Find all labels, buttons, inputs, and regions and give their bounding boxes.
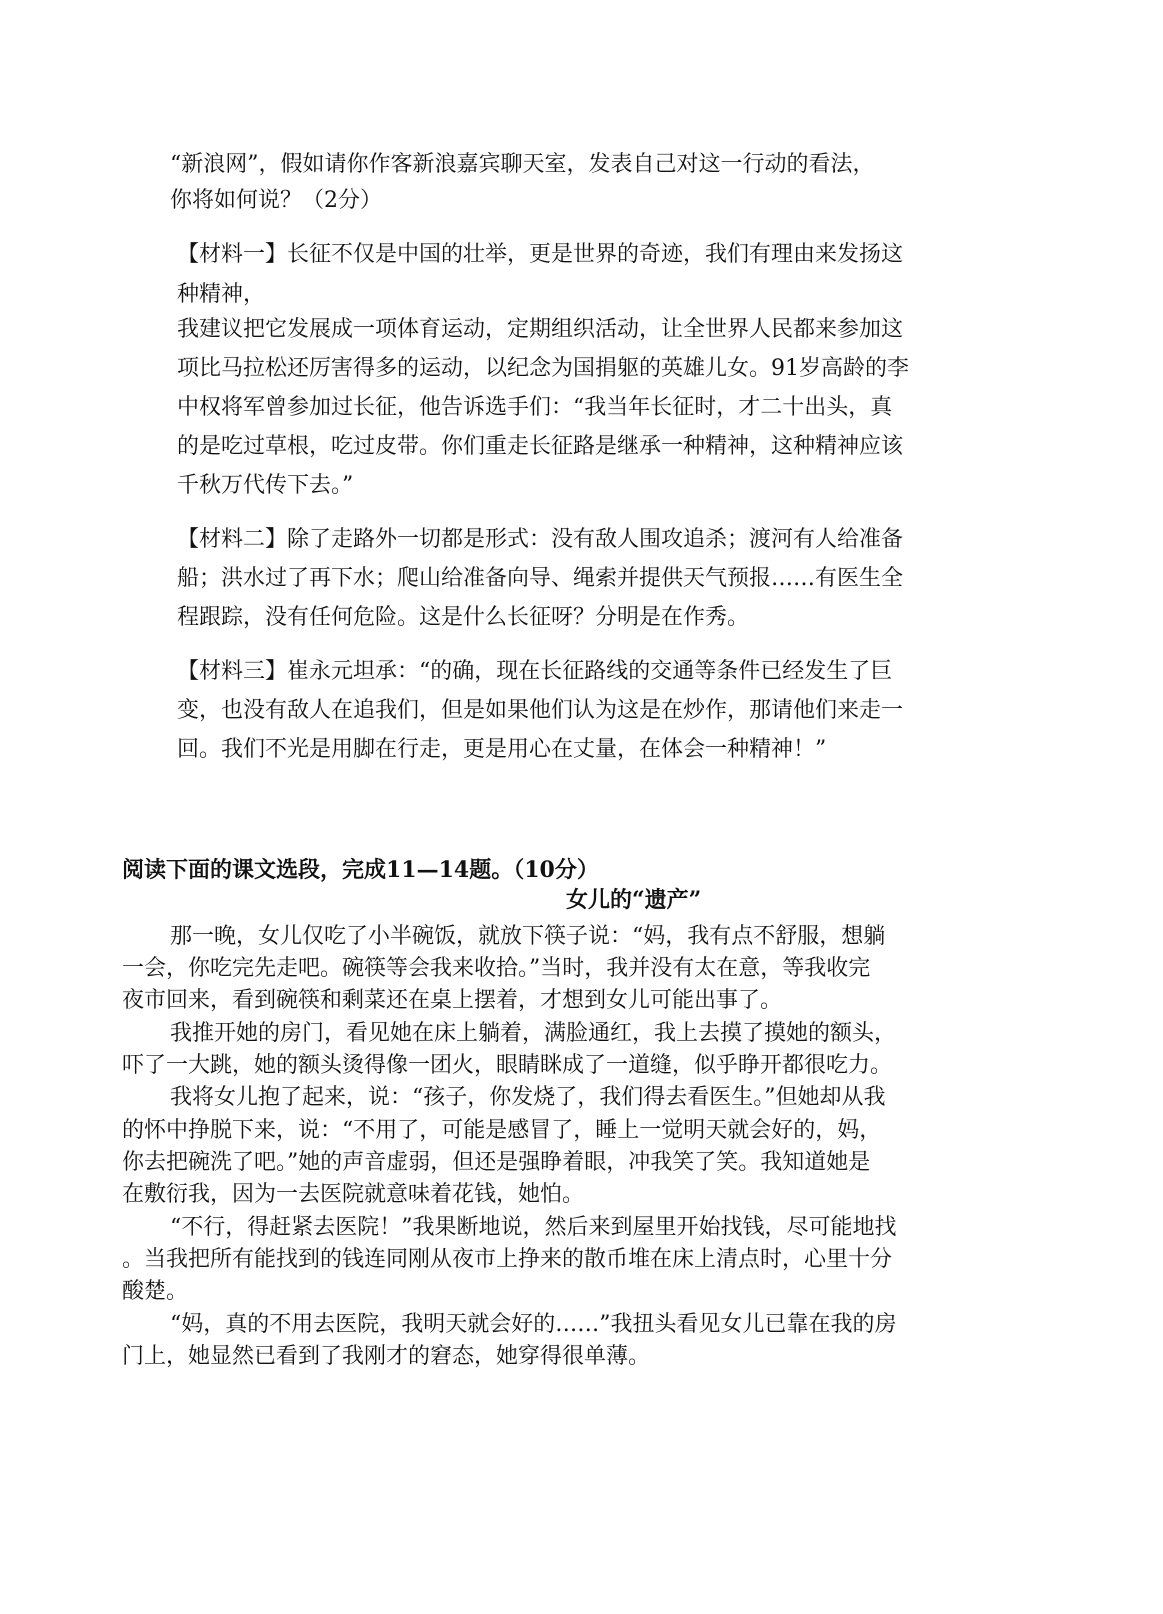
paragraph-line: 我推开她的房门，看见她在床上躺着，满脸通红，我上去摸了摸她的额头， [170,1021,897,1046]
material-two-line: 船；洪水过了再下水；爬山给准备向导、绳索并提供天气预报……有医生全 [177,566,904,591]
paragraph-line: 我将女儿抱了起来，说：“孩子，你发烧了，我们得去看医生。”但她却从我 [170,1085,886,1110]
material-one-line: 千秋万代传下去。” [177,473,354,498]
material-one-line: 【材料一】长征不仅是中国的壮举，更是世界的奇迹，我们有理由来发扬这 [177,242,904,267]
paragraph-line: 吓了一大跳，她的额头烫得像一团火，眼睛眯成了一道缝，似乎睁开都很吃力。 [122,1053,893,1078]
paragraph-line: 在敷衍我，因为一去医院就意味着花钱，她怕。 [122,1182,585,1207]
material-one-line: 中权将军曾参加过长征，他告诉选手们：“我当年长征时，才二十出头，真 [177,395,893,420]
material-three-line: 回。我们不光是用脚在行走，更是用心在丈量，在体会一种精神！” [177,737,827,762]
material-three-line: 变，也没有敌人在追我们，但是如果他们认为这是在炒作，那请他们来走一 [177,698,904,723]
reading-title: 女儿的“遗产” [566,887,702,913]
paragraph-line: 那一晚，女儿仅吃了小半碗饭，就放下筷子说：“妈，我有点不舒服，想躺 [170,924,886,949]
paragraph-line: “妈，真的不用去医院，我明天就会好的……”我扭头看见女儿已靠在我的房 [170,1312,897,1337]
material-one-line: 我建议把它发展成一项体育运动，定期组织活动，让全世界人民都来参加这 [177,317,904,342]
paragraph-line: 的怀中挣脱下来，说：“不用了，可能是感冒了，睡上一觉明天就会好的，妈， [122,1118,882,1143]
material-three-line: 【材料三】崔永元坦承：“的确，现在长征路线的交通等条件已经发生了巨 [177,659,893,684]
paragraph-line: 夜市回来，看到碗筷和剩菜还在桌上摆着，才想到女儿可能出事了。 [122,988,783,1013]
paragraph-line: 一会，你吃完先走吧。碗筷等会我来收拾。”当时，我并没有太在意，等我收完 [122,956,871,981]
material-two-line: 程跟踪，没有任何危险。这是什么长征呀？分明是在作秀。 [177,605,750,630]
paragraph-line: “不行，得赶紧去医院！”我果断地说，然后来到屋里开始找钱，尽可能地找 [170,1215,897,1240]
paragraph-line: 你去把碗洗了吧。”她的声音虚弱，但还是强睁着眼，冲我笑了笑。我知道她是 [122,1150,871,1175]
material-two-line: 【材料二】除了走路外一切都是形式：没有敌人围攻追杀；渡河有人给准备 [177,527,904,552]
material-one-line: 的是吃过草根，吃过皮带。你们重走长征路是继承一种精神，这种精神应该 [177,434,904,459]
question-line: 你将如何说？（2分） [170,188,382,213]
paragraph-line: 酸楚。 [122,1279,189,1304]
question-line: “新浪网”，假如请你作客新浪嘉宾聊天室，发表自己对这一行动的看法， [170,152,875,177]
material-one-line: 项比马拉松还厉害得多的运动，以纪念为国捐躯的英雄儿女。91岁高龄的李 [177,356,909,381]
paragraph-line: 门上，她显然已看到了我刚才的窘态，她穿得很单薄。 [122,1344,651,1369]
paragraph-line: 。当我把所有能找到的钱连同刚从夜市上挣来的散币堆在床上清点时，心里十分 [122,1247,893,1272]
reading-instruction: 阅读下面的课文选段，完成11—14题。（10分） [122,857,599,883]
material-one-line: 种精神， [177,282,266,307]
